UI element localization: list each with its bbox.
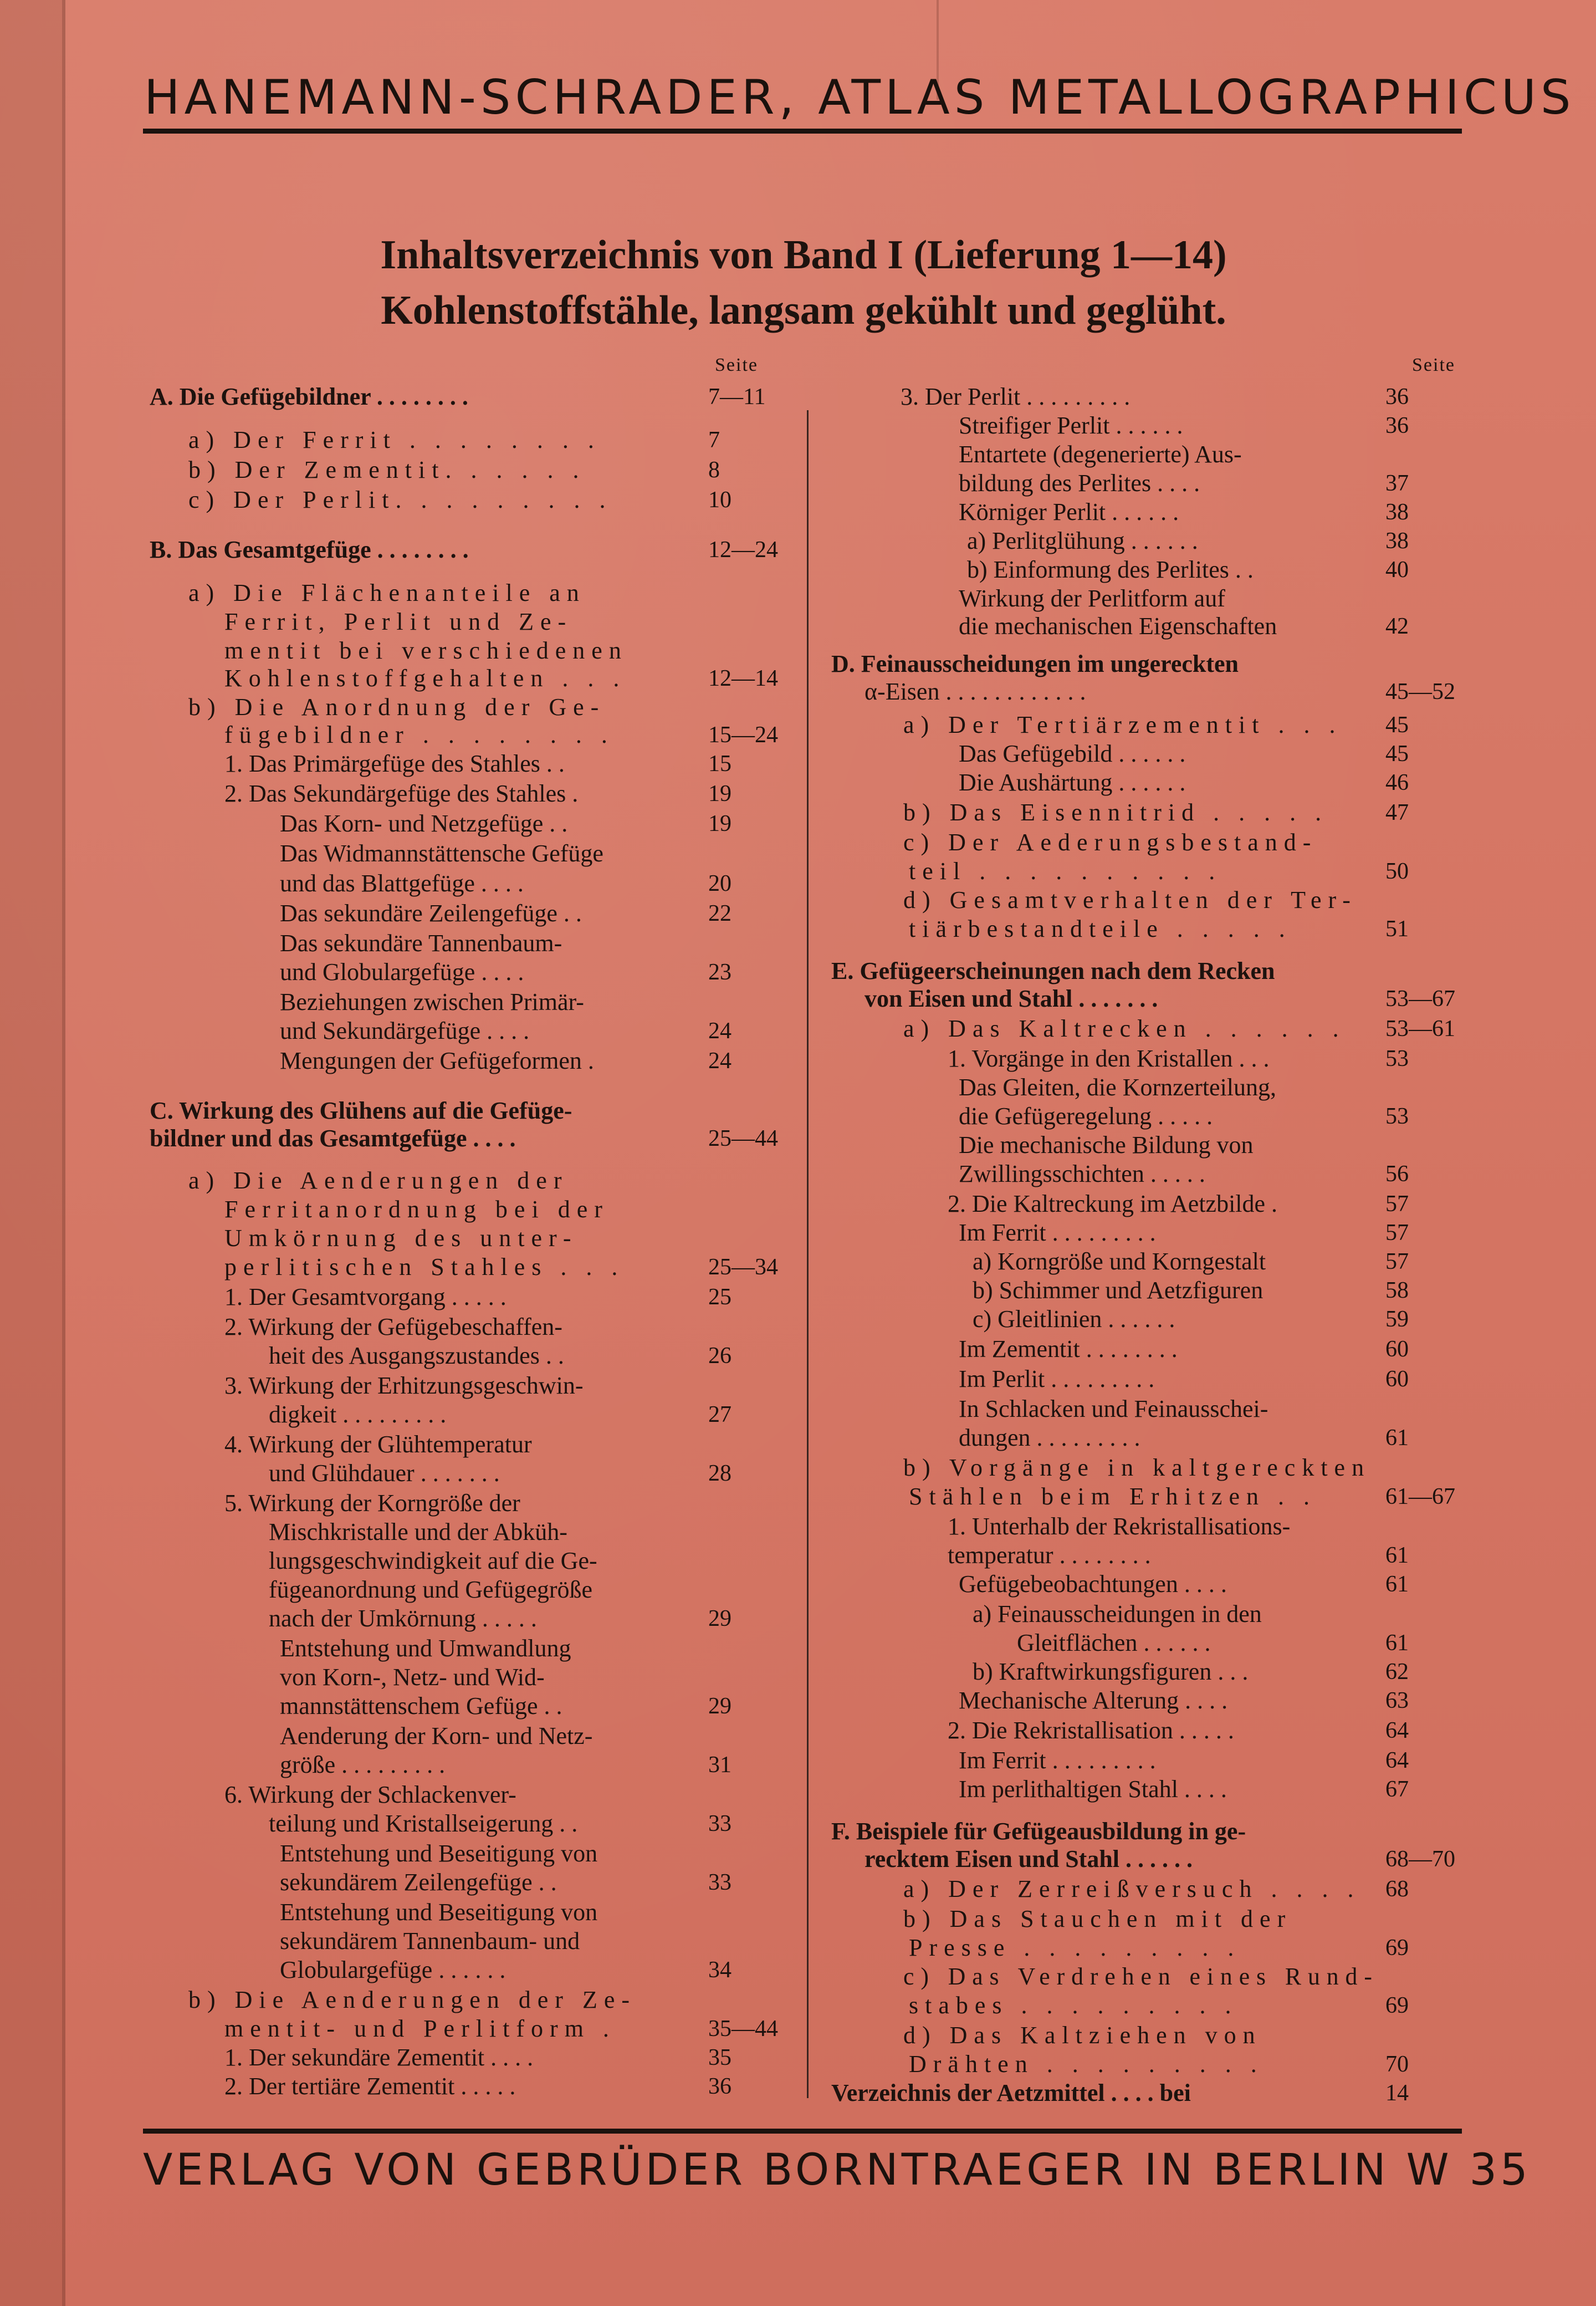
toc-entry: und Globulargefüge . . . . — [280, 958, 524, 986]
toc-entry: Presse . . . . . . . . . — [909, 1934, 1241, 1961]
toc-entry: a) Perlitglühung . . . . . . — [967, 527, 1198, 554]
toc-page-number: 12—24 — [708, 537, 778, 563]
toc-entry: recktem Eisen und Stahl . . . . . . — [864, 1845, 1193, 1873]
toc-entry: Im Zementit . . . . . . . . — [959, 1335, 1178, 1363]
toc-entry: c) Der Perlit. . . . . . . . . — [188, 486, 612, 513]
toc-page-number: 36 — [1385, 384, 1409, 410]
toc-page-number: 64 — [1385, 1748, 1409, 1773]
toc-entry: 4. Wirkung der Glühtemperatur — [224, 1431, 532, 1458]
toc-entry: von Eisen und Stahl . . . . . . . — [864, 985, 1158, 1012]
toc-entry: Gleitflächen . . . . . . — [1017, 1629, 1211, 1656]
toc-entry: B. Das Gesamtgefüge . . . . . . . . — [150, 536, 469, 563]
toc-entry: Körniger Perlit . . . . . . — [959, 498, 1179, 526]
toc-page-number: 36 — [1385, 413, 1409, 438]
document-title — [144, 227, 1463, 338]
toc-page-number: 19 — [708, 781, 732, 807]
toc-entry: A. Die Gefügebildner . . . . . . . . — [150, 383, 468, 410]
toc-entry: Das Korn- und Netzgefüge . . — [280, 810, 568, 837]
toc-page-number: 45—52 — [1385, 679, 1455, 705]
column-divider — [807, 410, 809, 2098]
toc-entry: b) Die Aenderungen der Ze- — [188, 1986, 637, 2013]
toc-page-number: 29 — [708, 1606, 732, 1631]
toc-page-number: 61 — [1385, 1630, 1409, 1656]
toc-entry: 6. Wirkung der Schlackenver- — [224, 1781, 516, 1808]
toc-entry: Das Gefügebild . . . . . . — [959, 740, 1186, 767]
toc-entry: 2. Das Sekundärgefüge des Stahles . — [224, 780, 579, 807]
toc-entry: Verzeichnis der Aetzmittel . . . . bei — [831, 2079, 1191, 2106]
toc-page-number: 12—14 — [708, 666, 778, 691]
toc-entry: Beziehungen zwischen Primär- — [280, 988, 584, 1016]
toc-entry: und Sekundärgefüge . . . . — [280, 1017, 530, 1044]
toc-page-number: 61 — [1385, 1425, 1409, 1451]
toc-entry: Gefügebeobachtungen . . . . — [959, 1570, 1227, 1598]
toc-entry: Entstehung und Beseitigung von — [280, 1899, 598, 1926]
toc-entry: Drähten . . . . . . . . . — [909, 2050, 1264, 2078]
toc-page-number: 35 — [708, 2045, 732, 2070]
toc-entry: mentit- und Perlitform . — [224, 2015, 616, 2042]
toc-page-number: 69 — [1385, 1993, 1409, 2018]
toc-entry: Aenderung der Korn- und Netz- — [280, 1722, 593, 1749]
toc-entry: Mischkristalle und der Abküh- — [269, 1518, 567, 1545]
toc-entry: mannstättenschem Gefüge . . — [280, 1692, 562, 1720]
toc-entry: 2. Wirkung der Gefügebeschaffen- — [224, 1313, 562, 1340]
toc-entry: b) Einformung des Perlites . . — [967, 556, 1254, 583]
toc-entry: Stählen beim Erhitzen . . — [909, 1483, 1316, 1510]
toc-entry: die mechanischen Eigenschaften — [959, 613, 1277, 640]
toc-entry: 2. Die Kaltreckung im Aetzbilde . — [948, 1190, 1278, 1217]
toc-entry: a) Der Ferrit . . . . . . . . — [188, 426, 601, 453]
toc-entry: Das Widmannstättensche Gefüge — [280, 840, 603, 867]
toc-entry: tiärbestandteile . . . . . — [909, 915, 1292, 942]
toc-entry: F. Beispiele für Gefügeausbildung in ge- — [831, 1818, 1246, 1845]
toc-page-number: 60 — [1385, 1366, 1409, 1392]
toc-entry: b) Vorgänge in kaltgereckten — [903, 1454, 1371, 1481]
toc-page-number: 68 — [1385, 1876, 1409, 1902]
toc-entry: stabes . . . . . . . . . — [909, 1992, 1238, 2019]
toc-entry: Das Gleiten, die Kornzerteilung, — [959, 1074, 1277, 1101]
toc-entry: Mechanische Alterung . . . . — [959, 1687, 1228, 1714]
toc-entry: b) Schimmer und Aetzfiguren — [973, 1277, 1264, 1304]
toc-entry: Im perlithaltigen Stahl . . . . — [959, 1776, 1227, 1803]
toc-entry: Zwillingsschichten . . . . . — [959, 1160, 1205, 1187]
toc-entry: 2. Der tertiäre Zementit . . . . . — [224, 2073, 516, 2100]
seite-label-left: Seite — [715, 355, 758, 375]
toc-page-number: 40 — [1385, 557, 1409, 583]
toc-page-number: 58 — [1385, 1278, 1409, 1303]
toc-entry: Die mechanische Bildung von — [959, 1131, 1254, 1159]
toc-entry: a) Feinausscheidungen in den — [973, 1600, 1262, 1628]
toc-entry: digkeit . . . . . . . . . — [269, 1401, 447, 1428]
toc-entry: In Schlacken und Feinausschei- — [959, 1395, 1268, 1422]
toc-page-number: 46 — [1385, 770, 1409, 795]
seite-label-right: Seite — [1412, 355, 1455, 375]
toc-entry: b) Das Stauchen mit der — [903, 1905, 1292, 1932]
toc-page-number: 50 — [1385, 859, 1409, 884]
toc-entry: b) Kraftwirkungsfiguren . . . — [973, 1658, 1249, 1685]
toc-entry: Entstehung und Umwandlung — [280, 1635, 571, 1662]
toc-entry: von Korn-, Netz- und Wid- — [280, 1664, 545, 1691]
toc-entry: und das Blattgefüge . . . . — [280, 870, 524, 897]
toc-page-number: 42 — [1385, 614, 1409, 639]
toc-page-number: 33 — [708, 1811, 732, 1836]
toc-page-number: 28 — [708, 1461, 732, 1486]
toc-page-number: 38 — [1385, 499, 1409, 525]
toc-page-number: 35—44 — [708, 2016, 778, 2042]
toc-page-number: 27 — [708, 1402, 732, 1427]
toc-entry: E. Gefügeerscheinungen nach dem Recken — [831, 957, 1275, 984]
toc-entry: a) Der Zerreißversuch . . . . — [903, 1875, 1360, 1902]
title-line-1: Inhaltsverzeichnis von Band I (Lieferung 1—14) — [380, 232, 1227, 278]
toc-page-number: 61—67 — [1385, 1484, 1455, 1509]
toc-entry: C. Wirkung des Glühens auf die Gefüge- — [150, 1097, 572, 1124]
toc-entry: und Glühdauer . . . . . . . — [269, 1460, 500, 1487]
toc-page-number: 24 — [708, 1018, 732, 1044]
toc-page-number: 61 — [1385, 1572, 1409, 1597]
toc-entry: a) Die Aenderungen der — [188, 1167, 569, 1194]
toc-entry: d) Gesamtverhalten der Ter- — [903, 886, 1357, 914]
toc-page-number: 57 — [1385, 1191, 1409, 1217]
toc-entry: fügeanordnung und Gefügegröße — [269, 1576, 593, 1603]
toc-entry: Das sekundäre Zeilengefüge . . — [280, 900, 582, 927]
toc-page-number: 69 — [1385, 1935, 1409, 1961]
toc-page-number: 15—24 — [708, 722, 778, 748]
toc-entry: b) Die Anordnung der Ge- — [188, 693, 606, 721]
toc-entry: teilung und Kristallseigerung . . — [269, 1810, 578, 1837]
toc-entry: Im Ferrit . . . . . . . . . — [959, 1747, 1156, 1774]
toc-page-number: 22 — [708, 901, 732, 926]
toc-entry: mentit bei verschiedenen — [224, 637, 628, 664]
toc-entry: b) Der Zementit. . . . . . — [188, 456, 586, 483]
toc-page-number: 67 — [1385, 1777, 1409, 1802]
toc-page-number: 7 — [708, 427, 720, 453]
toc-page-number: 61 — [1385, 1543, 1409, 1568]
toc-page-number: 62 — [1385, 1659, 1409, 1685]
toc-entry: 3. Der Perlit . . . . . . . . . — [901, 383, 1130, 410]
toc-entry: a) Der Tertiärzementit . . . — [903, 711, 1342, 738]
toc-entry: bildung des Perlites . . . . — [959, 470, 1200, 497]
toc-entry: perlitischen Stahles . . . — [224, 1253, 625, 1280]
toc-page-number: 57 — [1385, 1220, 1409, 1246]
toc-page-number: 47 — [1385, 800, 1409, 825]
toc-page-number: 68—70 — [1385, 1846, 1455, 1872]
toc-entry: 2. Die Rekristallisation . . . . . — [948, 1717, 1234, 1744]
toc-page-number: 53 — [1385, 1046, 1409, 1072]
toc-page-number: 25 — [708, 1284, 732, 1310]
toc-entry: a) Korngröße und Korngestalt — [973, 1248, 1266, 1275]
toc-page-number: 45 — [1385, 741, 1409, 767]
toc-page-number: 14 — [1385, 2080, 1409, 2106]
toc-page-number: 7—11 — [708, 384, 766, 410]
toc-page-number: 70 — [1385, 2052, 1409, 2077]
toc-entry: Im Perlit . . . . . . . . . — [959, 1365, 1155, 1392]
toc-entry: fügebildner . . . . . . . . — [224, 721, 614, 748]
toc-entry: Wirkung der Perlitform auf — [959, 585, 1225, 612]
toc-page-number: 37 — [1385, 471, 1409, 496]
toc-page-number: 8 — [708, 457, 720, 483]
toc-page-number: 25—44 — [708, 1126, 778, 1151]
toc-entry: nach der Umkörnung . . . . . — [269, 1605, 537, 1632]
toc-entry: 1. Der Gesamtvorgang . . . . . — [224, 1283, 507, 1310]
toc-page-number: 10 — [708, 487, 732, 513]
toc-entry: a) Die Flächenanteile an — [188, 579, 586, 606]
toc-entry: sekundärem Zeilengefüge . . — [280, 1869, 557, 1896]
toc-entry: die Gefügeregelung . . . . . — [959, 1103, 1213, 1130]
toc-entry: Im Ferrit . . . . . . . . . — [959, 1219, 1156, 1246]
toc-entry: Streifiger Perlit . . . . . . — [959, 412, 1183, 439]
toc-entry: b) Das Eisennitrid . . . . . — [903, 799, 1328, 826]
toc-entry: 5. Wirkung der Korngröße der — [224, 1489, 520, 1517]
toc-page-number: 59 — [1385, 1307, 1409, 1332]
toc-entry: Das sekundäre Tannenbaum- — [280, 930, 562, 957]
toc-page-number: 25—34 — [708, 1254, 778, 1280]
toc-entry: teil . . . . . . . . . . — [909, 858, 1222, 885]
toc-entry: c) Das Verdrehen eines Rund- — [903, 1963, 1379, 1990]
toc-page-number: 36 — [708, 2074, 732, 2099]
toc-entry: α-Eisen . . . . . . . . . . . . — [864, 678, 1086, 705]
toc-page-number: 63 — [1385, 1688, 1409, 1713]
toc-entry: Entartete (degenerierte) Aus- — [959, 441, 1242, 468]
toc-entry: lungsgeschwindigkeit auf die Ge- — [269, 1547, 597, 1574]
toc-entry: dungen . . . . . . . . . — [959, 1424, 1140, 1451]
toc-page-number: 53—61 — [1385, 1016, 1455, 1042]
toc-page-number: 64 — [1385, 1718, 1409, 1743]
toc-entry: a) Das Kaltrecken . . . . . . — [903, 1015, 1346, 1042]
toc-entry: 1. Unterhalb der Rekristallisations- — [948, 1513, 1291, 1540]
footer-rule — [143, 2129, 1462, 2134]
title-line-2: Kohlenstoffstähle, langsam gekühlt und geglüht. — [381, 288, 1226, 333]
publisher-footer: VERLAG VON GEBRÜDER BORNTRAEGER IN BERLIN W 35 — [143, 2145, 1531, 2195]
toc-page-number: 57 — [1385, 1249, 1409, 1274]
toc-page-number: 53 — [1385, 1104, 1409, 1129]
toc-entry: 1. Der sekundäre Zementit . . . . — [224, 2044, 534, 2071]
paper-fold-line — [62, 0, 65, 2306]
toc-entry: sekundärem Tannenbaum- und — [280, 1927, 580, 1955]
toc-page-number: 15 — [708, 751, 732, 777]
toc-entry: c) Der Aederungsbestand- — [903, 829, 1318, 856]
toc-page-number: 38 — [1385, 528, 1409, 554]
toc-page-number: 56 — [1385, 1161, 1409, 1187]
toc-page-number: 45 — [1385, 712, 1409, 738]
toc-entry: größe . . . . . . . . . — [280, 1751, 446, 1778]
toc-entry: heit des Ausgangszustandes . . — [269, 1342, 564, 1369]
toc-page-number: 24 — [708, 1048, 732, 1074]
toc-entry: Globulargefüge . . . . . . — [280, 1956, 506, 1983]
toc-entry: Die Aushärtung . . . . . . — [959, 769, 1186, 796]
header-rule — [143, 129, 1462, 134]
toc-page-number: 23 — [708, 960, 732, 985]
toc-entry: Kohlenstoffgehalten . . . — [224, 665, 626, 692]
toc-page-number: 34 — [708, 1957, 732, 1983]
toc-page-number: 31 — [708, 1752, 732, 1778]
toc-entry: temperatur . . . . . . . . — [948, 1542, 1151, 1569]
paper-fold-shadow — [0, 0, 62, 2306]
toc-page-number: 60 — [1385, 1336, 1409, 1362]
toc-entry: Ferritanordnung bei der — [224, 1196, 609, 1223]
toc-page-number: 53—67 — [1385, 986, 1455, 1012]
toc-page-number: 33 — [708, 1870, 732, 1895]
toc-page-number: 51 — [1385, 916, 1409, 942]
toc-entry: Entstehung und Beseitigung von — [280, 1840, 598, 1867]
toc-page-number: 19 — [708, 811, 732, 836]
toc-entry: Mengungen der Gefügeformen . — [280, 1047, 594, 1074]
toc-entry: bildner und das Gesamtgefüge . . . . — [150, 1125, 516, 1152]
toc-entry: 1. Das Primärgefüge des Stahles . . — [224, 750, 565, 777]
toc-page-number: 20 — [708, 871, 732, 896]
toc-page-number: 26 — [708, 1343, 732, 1369]
toc-entry: D. Feinausscheidungen im ungereckten — [831, 650, 1239, 677]
toc-page-number: 29 — [708, 1693, 732, 1719]
toc-entry: 1. Vorgänge in den Kristallen . . . — [948, 1045, 1270, 1072]
toc-entry: 3. Wirkung der Erhitzungsgeschwin- — [224, 1372, 584, 1399]
toc-entry: Ferrit, Perlit und Ze- — [224, 608, 573, 635]
toc-entry: c) Gleitlinien . . . . . . — [973, 1305, 1175, 1333]
toc-entry: Umkörnung des unter- — [224, 1225, 578, 1252]
header-title: HANEMANN-SCHRADER, ATLAS METALLOGRAPHICUS — [144, 70, 1575, 125]
toc-entry: d) Das Kaltziehen von — [903, 2022, 1262, 2049]
